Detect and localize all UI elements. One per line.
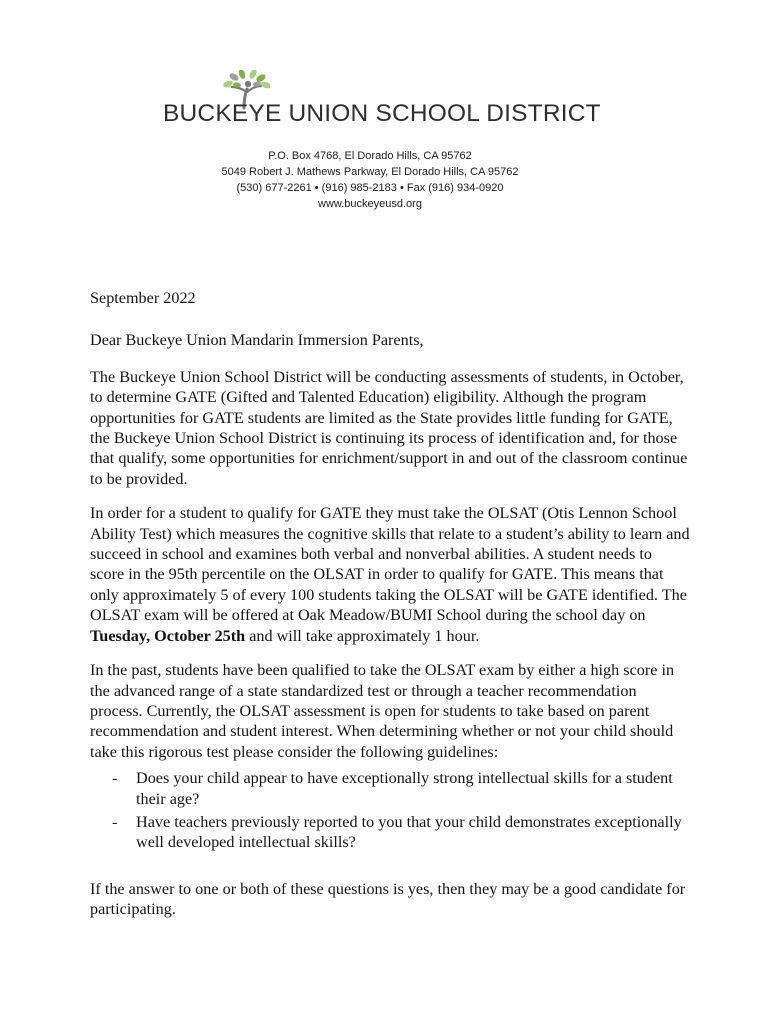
bullet-dash: - [112,769,118,788]
address-line-2: 5049 Robert J. Mathews Parkway, El Dorado Hills, CA 95762 [221,166,519,178]
bullet-dash: - [112,812,118,831]
paragraph-olsat-start: In order for a student to qualify for GATE they must take the OLSAT (Otis Lennon School Ability Test) which measures the cognitive skills that relate to a student’s ability to learn and succeed in school and examines both verbal and nonverbal abilities. A student needs to score in the 95th percentile on the OLSAT in order to qualify for GATE. This means that only approximately 5 of every 100 students taking the OLSAT will be GATE identified. The OLSAT exam will be offered at Oak Meadow/BUMI School during the school day on [90,504,690,625]
paragraph-olsat [90,503,690,646]
phone-line: (530) 677-2261 • (916) 985-2183 • Fax (916) 934-0920 [236,182,504,194]
guidelines-list [90,768,690,853]
paragraph-intro: The Buckeye Union School District will be conducting assessments of students, in October, to determine GATE (Gifted and Talented Education) eligibility. Although the program opportunities for GATE students are limited as the State provides little funding for GATE, the Buckeye Union School District is continuing its process of identification and, for those that qualify, some opportunities for enrichment/support in and out of the classroom continue to be provided. [90,367,688,488]
exam-date: Tuesday, October 25th [90,626,246,645]
district-logo [163,70,603,130]
paragraph-guidelines: In the past, students have been qualified to take the OLSAT exam by either a high score in the advanced range of a state standardized test or through a teacher recommendation process. Currently, the OLSAT assessment is open for students to take based on parent recommendation and student interest. When determining whether or not your child should take this rigorous test please consider the following guidelines: [90,661,675,761]
salutation: Dear Buckeye Union Mandarin Immersion Parents, [90,331,424,350]
address-line-1: P.O. Box 4768, El Dorado Hills, CA 95762 [268,150,472,162]
closing-paragraph: If the answer to one or both of these questions is yes, then they may be a good candidate for participating. [90,879,686,919]
district-name: BUCKEYE UNION SCHOOL DISTRICT [163,100,601,127]
letter-body [90,288,690,934]
list-item [90,768,690,809]
list-item [90,812,690,853]
paragraph-olsat-end: and will take approximately 1 hour. [245,626,480,645]
contact-block [0,148,740,212]
list-item-text: Have teachers previously reported to you that your child demonstrates exceptionally well developed intellectual skills? [136,812,682,852]
website-link[interactable]: www.buckeyeusd.org [318,198,422,210]
list-item-text: Does your child appear to have exceptionally strong intellectual skills for a student their age? [136,769,673,808]
letter-date: September 2022 [90,289,196,307]
